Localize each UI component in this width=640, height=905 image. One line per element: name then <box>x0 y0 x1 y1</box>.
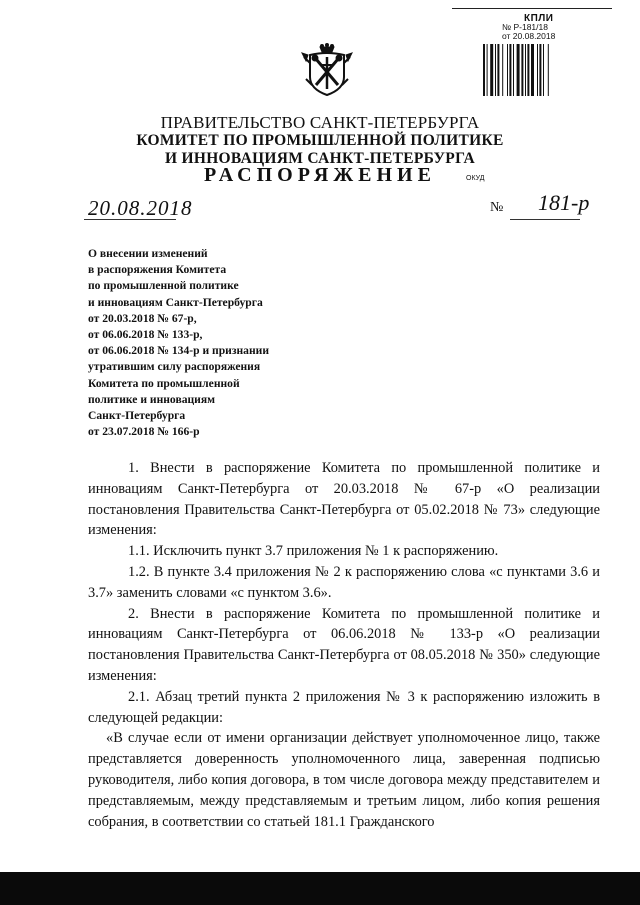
subject-line: Санкт-Петербурга <box>88 409 186 423</box>
okud-label: ОКУД <box>466 175 485 182</box>
barcode-bar <box>495 44 496 96</box>
subject-line: от 06.06.2018 № 133-р, <box>88 328 203 342</box>
subject-line: политике и инновациям <box>88 392 216 406</box>
registration-stamp <box>502 14 572 41</box>
subject-line: от 23.07.2018 № 166-р <box>88 425 200 439</box>
paragraph-2-1: 2.1. Абзац третий пункта 2 приложения № 3 к распоряжению изложить в следующей редакции: <box>88 688 600 726</box>
barcode-bar <box>483 44 485 96</box>
paragraph-2: 2. Внести в распоряжение Комитета по промышленной политике и инновациям Санкт-Петербурга от 06.06.2018 № 133-р «О реализации постановления Правительства Санкт-Петербурга от 08.05.2018 № 350» следующие изменения: <box>88 605 600 684</box>
barcode <box>483 44 567 96</box>
document-type: РАСПОРЯЖЕНИЕ <box>204 164 436 186</box>
barcode-bar <box>548 44 549 96</box>
document-body <box>88 458 600 832</box>
barcode-bar <box>507 44 508 96</box>
number-sign: № <box>490 200 504 215</box>
subject-line: О внесении изменений <box>88 247 208 260</box>
scan-bottom-edge <box>0 872 640 905</box>
document-number: 181-р <box>538 190 590 215</box>
subject-line: в распоряжения Комитета <box>88 263 227 277</box>
date-underline <box>84 219 176 220</box>
paragraph-1: 1. Внести в распоряжение Комитета по промышленной политике и инновациям Санкт-Петербурга от 20.03.2018 № 67-р «О реализации постановления Правительства Санкт-Петербурга от 05.02.2018 № 73» следующие изменения: <box>88 460 600 539</box>
barcode-bar <box>517 44 520 96</box>
barcode-bar <box>521 44 523 96</box>
barcode-bar <box>513 44 514 96</box>
subject-line: от 20.03.2018 № 67-р, <box>88 311 197 325</box>
committee-title-line2: И ИННОВАЦИЯМ САНКТ-ПЕТЕРБУРГА <box>164 150 476 167</box>
barcode-bar <box>527 44 529 96</box>
document-date: 20.08.2018 <box>88 196 193 220</box>
stamp-top-line <box>452 8 612 9</box>
coat-of-arms-icon <box>300 43 354 99</box>
document-subject <box>88 246 328 440</box>
subject-line: утратившим силу распоряжения <box>88 360 261 374</box>
subject-line: по промышленной политике <box>88 279 239 293</box>
stamp-number: № Р-181/18 <box>502 22 548 32</box>
barcode-bar <box>497 44 499 96</box>
stamp-org: КПЛИ <box>524 13 554 24</box>
barcode-bar <box>543 44 544 96</box>
barcode-bar <box>537 44 538 96</box>
barcode-bar <box>509 44 511 96</box>
subject-line: и инновациям Санкт-Петербурга <box>88 295 263 309</box>
barcode-bar <box>502 44 503 96</box>
paragraph-1-2: 1.2. В пункте 3.4 приложения № 2 к распоряжению слова «с пунктами 3.6 и 3.7» заменить словами «с пунктом 3.6». <box>88 563 600 601</box>
barcode-bar <box>531 44 534 96</box>
paragraph-2-quote: «В случае если от имени организации действует уполномоченное лицо, также представляется доверенность уполномоченного лица, заверенная подписью руководителя, либо копия договора, в том числе договора между представителем и представляемым, между представляемым и третьим лицом, либо копия решения собрания, в соответствии со статьей 181.1 Гражданского <box>88 730 600 830</box>
committee-title-line1: КОМИТЕТ ПО ПРОМЫШЛЕННОЙ ПОЛИТИКЕ <box>136 132 504 149</box>
subject-line: от 06.06.2018 № 134-р и признании <box>88 344 270 358</box>
barcode-bar <box>539 44 541 96</box>
barcode-bar <box>490 44 493 96</box>
subject-line: Комитета по промышленной <box>88 376 240 390</box>
barcode-bar <box>525 44 526 96</box>
barcode-bar <box>487 44 488 96</box>
paragraph-1-1: 1.1. Исключить пункт 3.7 приложения № 1 к распоряжению. <box>128 543 499 560</box>
number-underline <box>510 219 580 220</box>
government-title: ПРАВИТЕЛЬСТВО САНКТ-ПЕТЕРБУРГА <box>160 113 480 132</box>
stamp-date: от 20.08.2018 <box>502 31 556 41</box>
